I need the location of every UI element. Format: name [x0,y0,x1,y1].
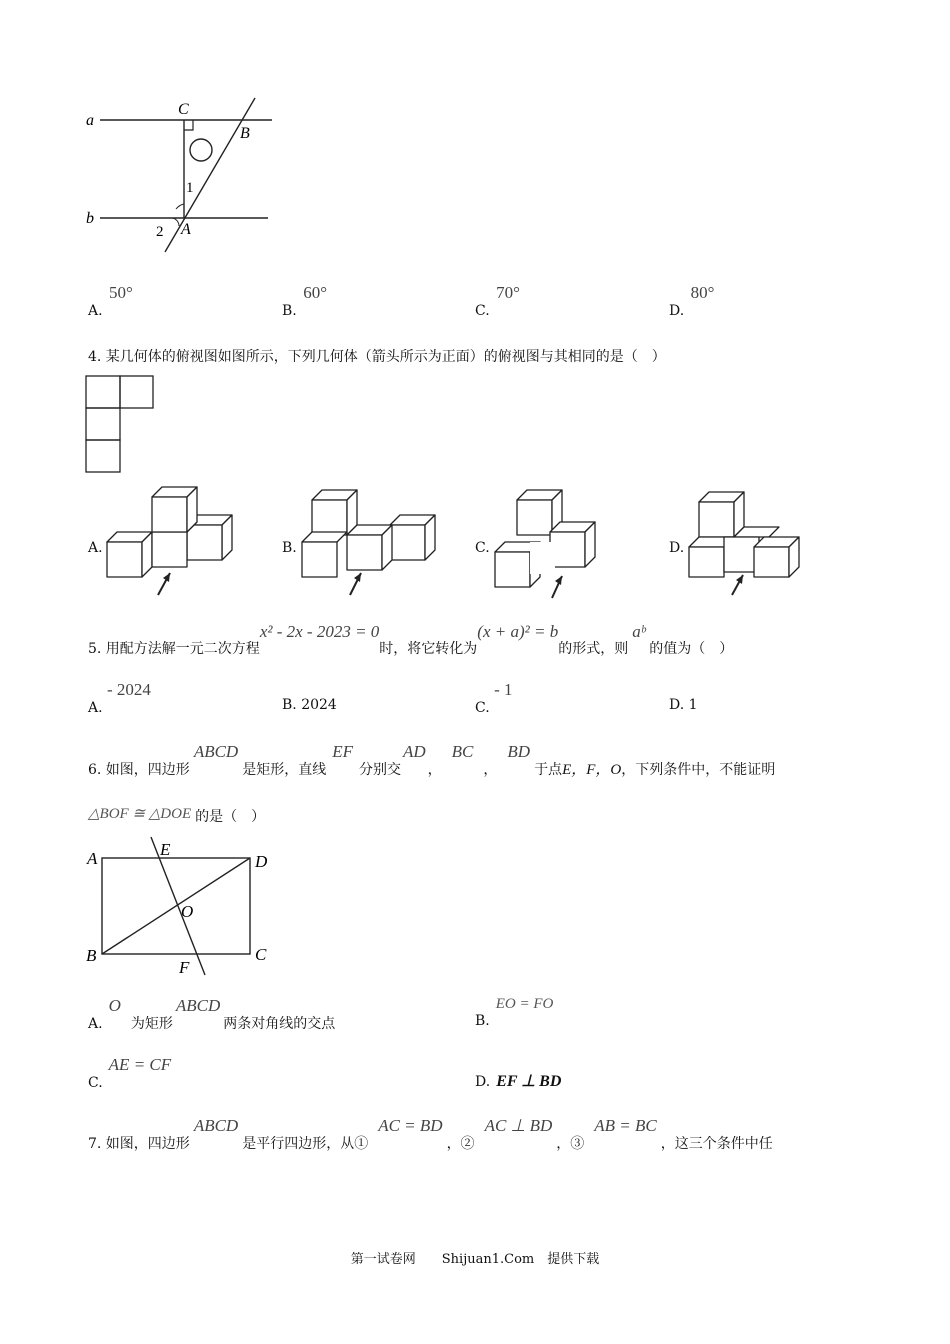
angle-1-arc [176,204,184,209]
option-letter: A. [88,1016,103,1032]
q4-option-d[interactable]: D. [669,540,685,556]
q6-stem-line1 [88,741,776,778]
label-A: A [87,849,98,868]
q3-option-a[interactable] [88,283,133,319]
q6-comma2: ， [483,762,498,778]
q6-congruence: △BOF ≅ △DOE [88,806,192,822]
q6-pre: 6. 如图，四边形 [88,762,190,778]
q4-option-c-figure [490,480,640,600]
q4-option-a[interactable]: A. [88,540,103,556]
q5-option-b[interactable] [282,697,337,713]
option-letter: A. [88,303,103,319]
q7-condition-2: AC ⊥ BD [484,1116,553,1135]
q7-t2: ，② [446,1136,475,1152]
q6-comma1: ， [427,762,442,778]
label-C: C [255,945,267,964]
q5-option-d[interactable] [669,697,698,713]
option-letter: B. [282,697,297,713]
q6-abcd: ABCD [193,742,239,761]
option-letter: D. [669,697,685,713]
q4-text: 4. 某几何体的俯视图如图所示，下列几何体（箭头所示为正面）的俯视图与其相同的是（ ） [88,349,666,365]
q7-condition-3: AB = BC [594,1116,657,1135]
q7-t3: ，③ [556,1136,585,1152]
q3-option-d[interactable] [669,283,715,319]
option-letter: C. [475,303,490,319]
transversal [165,98,255,252]
q5-option-c[interactable] [475,680,513,716]
q5-equation: x² - 2x - 2023 = 0 [259,622,380,641]
label-A: A [181,221,191,238]
option-letter: B. [282,303,297,319]
option-letter: C. [475,700,490,716]
option-value: 50° [109,283,133,302]
q5-post2: 的值为（ ） [649,641,734,657]
label-B: B [240,125,250,142]
label-B: B [86,946,97,965]
option-letter: B. [475,1013,490,1029]
label-C: C [178,101,189,118]
label-1: 1 [186,180,194,196]
q6-ef: EF [332,742,353,761]
option-value: 60° [303,283,328,302]
q6-t4: ，下列条件中，不能证明 [621,762,776,778]
q7-t1: 是平行四边形，从① [242,1136,369,1152]
label-F: F [179,958,190,977]
q4-option-d-figure [682,480,832,600]
circle-mark [190,139,212,161]
label-D: D [255,852,268,871]
q5-pre: 5. 用配方法解一元二次方程 [88,641,260,657]
q5-stem [88,622,734,657]
option-value: AE = CF [108,1055,172,1074]
option-o: O [108,996,121,1015]
q4-option-a-figure [100,480,250,600]
option-value: 1 [688,697,698,713]
right-angle-mark [184,120,193,130]
q4-top-view [85,375,157,475]
q5-option-a[interactable] [88,680,151,716]
option-value: - 1 [494,680,513,699]
q7-t4: ，这三个条件中任 [660,1136,773,1152]
label-a: a [86,112,94,129]
option-letter: D. [669,303,685,319]
q6-option-c[interactable] [88,1055,172,1091]
label-O: O [181,902,194,921]
option-value: 80° [690,283,715,302]
q4-option-b[interactable]: B. [282,540,297,556]
q5-post1: 的形式，则 [558,641,629,657]
option-abcd: ABCD [175,996,221,1015]
option-value: 2024 [301,697,337,713]
q4-option-c[interactable]: C. [475,540,490,556]
q5-power: aᵇ [632,622,646,641]
option-letter: A. [88,700,103,716]
q6-figure [82,833,282,981]
q6-t1: 是矩形，直线 [242,762,327,778]
label-2: 2 [156,224,164,240]
q5-mid: 时，将它转化为 [379,641,478,657]
option-letter: D. [475,1074,491,1090]
q3-option-b[interactable] [282,283,328,319]
q4-option-b-figure [295,480,445,600]
q6-ad: AD [402,742,426,761]
q3-option-c[interactable] [475,283,520,319]
option-value: EF ⊥ BD [496,1073,562,1090]
q7-condition-1: AC = BD [378,1116,443,1135]
option-value: 70° [496,283,520,302]
angle-2-arc [172,218,179,226]
q7-pre: 7. 如图，四边形 [88,1136,190,1152]
option-value: - 2024 [107,680,151,699]
q6-option-d[interactable] [475,1071,561,1091]
q6-t3: 于点 [534,762,563,778]
label-E: E [160,840,171,859]
page-footer: 第一试卷网 Shijuan1.Com 提供下载 [350,1252,600,1267]
q6-bd: BD [507,742,531,761]
option-text2: 两条对角线的交点 [223,1016,336,1032]
q3-figure [80,90,290,260]
option-text1: 为矩形 [130,1016,173,1032]
diagonal-bd [102,858,250,954]
q6-t5: 的是（ ） [195,809,266,825]
label-b: b [86,210,94,227]
q6-bc: BC [451,742,474,761]
option-value: EO = FO [495,996,554,1012]
option-letter: C. [88,1075,103,1091]
q6-option-a[interactable] [88,996,336,1032]
q7-abcd: ABCD [193,1116,239,1135]
q6-stem-line2 [88,803,265,823]
q7-stem [88,1116,773,1152]
q5-form: (x + a)² = b [477,622,559,641]
q6-t2: 分别交 [358,762,401,778]
q6-option-b[interactable] [475,996,554,1029]
q6-points: E，F，O [562,762,622,778]
